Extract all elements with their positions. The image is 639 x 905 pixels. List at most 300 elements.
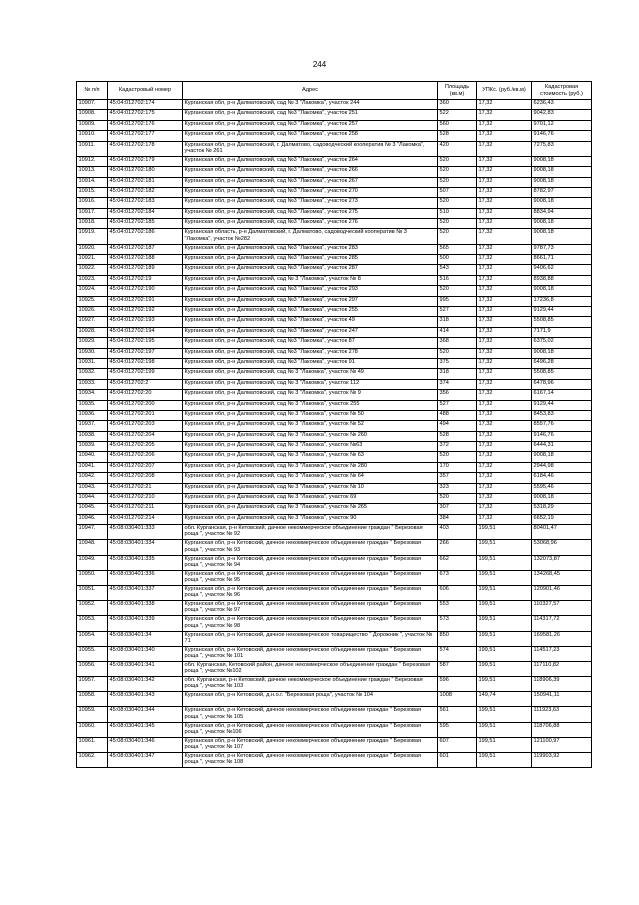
area-cell: 510 xyxy=(438,208,477,218)
area-cell: 520 xyxy=(438,219,477,229)
rate-cell: 17,32 xyxy=(477,100,532,110)
row-number-cell: 10942. xyxy=(77,473,108,483)
cadastral-cost-cell: 6184,46 xyxy=(532,473,592,483)
row-number-cell: 10923. xyxy=(77,275,108,285)
table-row xyxy=(77,338,592,348)
cadastral-number-cell: 45:08:030401:346 xyxy=(108,737,183,752)
area-cell: 528 xyxy=(438,131,477,141)
cadastral-cost-cell: 5595,46 xyxy=(532,483,592,493)
row-number-cell: 10934. xyxy=(77,390,108,400)
cadastral-number-cell: 45:04:012702:207 xyxy=(108,462,183,472)
row-number-cell: 10921. xyxy=(77,255,108,265)
area-cell: 420 xyxy=(438,141,477,156)
table-row xyxy=(77,722,592,737)
cadastral-number-cell: 45:08:030401:343 xyxy=(108,692,183,707)
area-cell: 520 xyxy=(438,156,477,166)
cadastral-number-cell: 45:04:012702:211 xyxy=(108,504,183,514)
table-row xyxy=(77,296,592,306)
cadastral-number-cell: 45:04:012702:206 xyxy=(108,452,183,462)
address-cell: Курганская обл, р-н Далматовский, сад №3 "Лакомка", участок 257 xyxy=(183,120,438,130)
rate-cell: 17,32 xyxy=(477,167,532,177)
row-number-cell: 10929. xyxy=(77,338,108,348)
rate-cell: 17,32 xyxy=(477,177,532,187)
cadastral-cost-cell: 9008,18 xyxy=(532,229,592,244)
table-row xyxy=(77,431,592,441)
area-cell: 356 xyxy=(438,390,477,400)
address-cell: Курганская обл, р-н Кетовский, дачное некоммерческое объединение граждан " Березовая роща ", участок № 101 xyxy=(183,646,438,661)
row-number-cell: 10919. xyxy=(77,229,108,244)
table-row xyxy=(77,585,592,600)
cadastral-table xyxy=(76,81,592,768)
row-number-cell: 10959. xyxy=(77,707,108,722)
address-cell: Курганская обл, р-н Далматовский, сад № 3 "Лакомка", участок № 260 xyxy=(183,431,438,441)
rate-cell: 17,32 xyxy=(477,275,532,285)
table-row xyxy=(77,494,592,504)
area-cell: 560 xyxy=(438,120,477,130)
area-cell: 414 xyxy=(438,327,477,337)
table-row xyxy=(77,473,592,483)
area-cell: 520 xyxy=(438,452,477,462)
row-number-cell: 10956. xyxy=(77,661,108,676)
rate-cell: 17,32 xyxy=(477,265,532,275)
address-cell: Курганская обл, р-н Далматовский, сад № 3 "Лакомка", участок 90 xyxy=(183,514,438,524)
cadastral-number-cell: 45:04:012702:198 xyxy=(108,358,183,368)
address-cell: Курганская обл, р-н Кетовский, дачное некоммерческое товарищество " Дорожник ", участок № 71 xyxy=(183,631,438,646)
address-cell: Курганская обл, р-н Далматовский, сад №3 "Лакомка", участок 285 xyxy=(183,255,438,265)
cadastral-number-cell: 45:04:012702:194 xyxy=(108,327,183,337)
table-row xyxy=(77,390,592,400)
area-cell: 520 xyxy=(438,198,477,208)
area-cell: 323 xyxy=(438,483,477,493)
address-cell: Курганская обл, р-н Кетовский, дачное некоммерческое объединение граждан " Березовая роща ", участок № 98 xyxy=(183,616,438,631)
address-cell: Курганская обл, р-н Далматовский, сад №3 "Лакомка", участок 267 xyxy=(183,177,438,187)
rate-cell: 17,32 xyxy=(477,452,532,462)
row-number-cell: 10949. xyxy=(77,555,108,570)
cadastral-cost-cell: 9146,76 xyxy=(532,131,592,141)
cadastral-cost-cell: 7171,9 xyxy=(532,327,592,337)
area-cell: 527 xyxy=(438,307,477,317)
table-row xyxy=(77,737,592,752)
address-cell: Курганская обл, р-н Далматовский, сад №3 "Лакомка", участок 91 xyxy=(183,358,438,368)
cadastral-cost-cell: 17236,8 xyxy=(532,296,592,306)
area-cell: 318 xyxy=(438,317,477,327)
cadastral-cost-cell: 9008,18 xyxy=(532,286,592,296)
area-cell: 520 xyxy=(438,167,477,177)
cadastral-cost-cell: 9008,18 xyxy=(532,494,592,504)
cadastral-number-cell: 45:04:012702:187 xyxy=(108,244,183,254)
area-cell: 565 xyxy=(438,244,477,254)
row-number-cell: 10939. xyxy=(77,442,108,452)
address-cell: Курганская обл, р-н Далматовский, сад № 3 "Лакомка", участок № 9 xyxy=(183,390,438,400)
row-number-cell: 10960. xyxy=(77,722,108,737)
address-cell: Курганская обл, р-н Кетовский, дачное некоммерческое объединение граждан " Березовая роща ", участок № 105 xyxy=(183,707,438,722)
rate-cell: 17,32 xyxy=(477,358,532,368)
table-row xyxy=(77,514,592,524)
area-cell: 375 xyxy=(438,358,477,368)
table-row xyxy=(77,540,592,555)
area-cell: 520 xyxy=(438,494,477,504)
address-cell: Курганская обл, р-н Далматовский, сад № 3 "Лакомка", участок № 50 xyxy=(183,410,438,420)
address-cell: Курганская обл, р-н Кетовский, дачное некоммерческое объединение граждан " Березовая роща ", участок № 93 xyxy=(183,540,438,555)
cadastral-cost-cell: 169581,26 xyxy=(532,631,592,646)
cadastral-cost-cell: 111923,63 xyxy=(532,707,592,722)
column-header-number: № п/п xyxy=(77,82,108,100)
row-number-cell: 10940. xyxy=(77,452,108,462)
cadastral-cost-cell: 9129,44 xyxy=(532,400,592,410)
row-number-cell: 10915. xyxy=(77,187,108,197)
address-cell: Курганская обл, р-н Кетовский, дачное некоммерческое объединение граждан " Березовая роща ", участок № 95 xyxy=(183,570,438,585)
cadastral-number-cell: 45:04:012702:205 xyxy=(108,442,183,452)
cadastral-number-cell: 45:04:012702:182 xyxy=(108,187,183,197)
cadastral-number-cell: 45:08:030401:333 xyxy=(108,525,183,540)
cadastral-number-cell: 45:04:012702:178 xyxy=(108,141,183,156)
cadastral-number-cell: 45:04:012702:183 xyxy=(108,198,183,208)
table-row xyxy=(77,452,592,462)
rate-cell: 17,32 xyxy=(477,327,532,337)
area-cell: 170 xyxy=(438,462,477,472)
address-cell: Курганская обл, р-н Далматовский, сад №3 "Лакомка", участок 287 xyxy=(183,265,438,275)
row-number-cell: 10922. xyxy=(77,265,108,275)
address-cell: Курганская обл, р-н Далматовский, сад № 3 "Лакомка", участок №63 xyxy=(183,442,438,452)
cadastral-cost-cell: 9008,18 xyxy=(532,167,592,177)
area-cell: 995 xyxy=(438,296,477,306)
cadastral-cost-cell: 7275,83 xyxy=(532,141,592,156)
address-cell: Курганская обл, р-н Далматовский, сад № 3 "Лакомка", участок № 64 xyxy=(183,473,438,483)
table-row xyxy=(77,219,592,229)
rate-cell: 17,32 xyxy=(477,156,532,166)
cadastral-number-cell: 45:04:012702:197 xyxy=(108,348,183,358)
table-row xyxy=(77,167,592,177)
row-number-cell: 10955. xyxy=(77,646,108,661)
cadastral-number-cell: 45:08:030401:347 xyxy=(108,753,183,768)
address-cell: Курганская обл, р-н Кетовский, дачное некоммерческое объединение граждан " Березовая роща ", участок № 97 xyxy=(183,601,438,616)
cadastral-number-cell: 45:04:012702:214 xyxy=(108,514,183,524)
table-row xyxy=(77,327,592,337)
table-row xyxy=(77,244,592,254)
address-cell: Курганская обл, р-н Далматовский, сад №3 "Лакомка", участок 251 xyxy=(183,110,438,120)
rate-cell: 17,32 xyxy=(477,307,532,317)
rate-cell: 17,32 xyxy=(477,379,532,389)
area-cell: 507 xyxy=(438,187,477,197)
row-number-cell: 10953. xyxy=(77,616,108,631)
area-cell: 318 xyxy=(438,369,477,379)
address-cell: Курганская обл, р-н Далматовский, сад №3 "Лакомка", участок 278 xyxy=(183,348,438,358)
area-cell: 543 xyxy=(438,265,477,275)
rate-cell: 17,32 xyxy=(477,473,532,483)
table-row xyxy=(77,707,592,722)
area-cell: 607 xyxy=(438,737,477,752)
address-cell: Курганская обл, р-н Кетовский, дачное некоммерческое объединение граждан " Березовая роща ", участок № 96 xyxy=(183,585,438,600)
cadastral-cost-cell: 6478,96 xyxy=(532,379,592,389)
cadastral-cost-cell: 9008,18 xyxy=(532,452,592,462)
cadastral-number-cell: 45:04:012702:176 xyxy=(108,120,183,130)
page-number: 244 xyxy=(312,60,327,69)
address-cell: Курганская обл, р-н Далматовский, сад № 3 "Лакомка", участок № 49 xyxy=(183,369,438,379)
row-number-cell: 10927. xyxy=(77,317,108,327)
cadastral-number-cell: 45:04:012702:189 xyxy=(108,265,183,275)
table-row xyxy=(77,208,592,218)
cadastral-number-cell: 45:08:030401:337 xyxy=(108,585,183,600)
cadastral-number-cell: 45:04:012702:210 xyxy=(108,494,183,504)
address-cell: Курганская обл, р-н Далматовский, сад №3 "Лакомка", участок 264 xyxy=(183,156,438,166)
row-number-cell: 10910. xyxy=(77,131,108,141)
rate-cell: 199,51 xyxy=(477,737,532,752)
rate-cell: 17,32 xyxy=(477,442,532,452)
row-number-cell: 10952. xyxy=(77,601,108,616)
rate-cell: 17,32 xyxy=(477,390,532,400)
address-cell: Курганская обл, р-н Далматовский, сад № 3 "Лакомка", участок 69 xyxy=(183,494,438,504)
address-cell: Курганская обл, р-н Далматовский, сад № 3 "Лакомка", участок № 63 xyxy=(183,452,438,462)
rate-cell: 17,32 xyxy=(477,141,532,156)
cadastral-number-cell: 45:04:012702:190 xyxy=(108,286,183,296)
cadastral-cost-cell: 5318,29 xyxy=(532,504,592,514)
table-body xyxy=(77,100,592,768)
rate-cell: 199,51 xyxy=(477,661,532,676)
area-cell: 587 xyxy=(438,661,477,676)
rate-cell: 17,32 xyxy=(477,219,532,229)
rate-cell: 199,51 xyxy=(477,525,532,540)
row-number-cell: 10925. xyxy=(77,296,108,306)
area-cell: 522 xyxy=(438,110,477,120)
cadastral-cost-cell: 80401,47 xyxy=(532,525,592,540)
area-cell: 662 xyxy=(438,555,477,570)
rate-cell: 17,32 xyxy=(477,421,532,431)
row-number-cell: 10943. xyxy=(77,483,108,493)
address-cell: Курганская обл, р-н Далматовский, сад № 3 "Лакомка", участок 112 xyxy=(183,379,438,389)
table-row xyxy=(77,120,592,130)
row-number-cell: 10928. xyxy=(77,327,108,337)
area-cell: 500 xyxy=(438,255,477,265)
rate-cell: 17,32 xyxy=(477,198,532,208)
address-cell: Курганская обл, р-н Далматовский, сад №3 "Лакомка", участок 247 xyxy=(183,327,438,337)
cadastral-number-cell: 45:08:030401:335 xyxy=(108,555,183,570)
area-cell: 384 xyxy=(438,514,477,524)
row-number-cell: 10932. xyxy=(77,369,108,379)
cadastral-cost-cell: 9701,12 xyxy=(532,120,592,130)
cadastral-number-cell: 45:04:012702:195 xyxy=(108,338,183,348)
address-cell: Курганская обл, р-н Далматовский, сад №3 "Лакомка", участок 270 xyxy=(183,187,438,197)
cadastral-number-cell: 45:08:030401:339 xyxy=(108,616,183,631)
cadastral-number-cell: 45:04:012702:193 xyxy=(108,317,183,327)
rate-cell: 199,51 xyxy=(477,555,532,570)
table-row xyxy=(77,661,592,676)
cadastral-number-cell: 45:04:012702:181 xyxy=(108,177,183,187)
cadastral-cost-cell: 8661,71 xyxy=(532,255,592,265)
table-row xyxy=(77,369,592,379)
table-row xyxy=(77,421,592,431)
row-number-cell: 10958. xyxy=(77,692,108,707)
cadastral-number-cell: 45:04:012702:177 xyxy=(108,131,183,141)
table-row xyxy=(77,442,592,452)
table-row xyxy=(77,677,592,692)
cadastral-cost-cell: 9008,18 xyxy=(532,177,592,187)
row-number-cell: 10926. xyxy=(77,307,108,317)
column-header-area: Площадь (кв.м) xyxy=(438,82,477,100)
cadastral-cost-cell: 53068,96 xyxy=(532,540,592,555)
cadastral-number-cell: 45:04:012702:21 xyxy=(108,483,183,493)
table-row xyxy=(77,570,592,585)
rate-cell: 17,32 xyxy=(477,514,532,524)
address-cell: Курганская обл, р-н Далматовский, сад №3 "Лакомка", участок 275 xyxy=(183,208,438,218)
table-row xyxy=(77,229,592,244)
cadastral-cost-cell: 121100,97 xyxy=(532,737,592,752)
address-cell: Курганская область, р-н Далматовский, г. Далматово, садоводческий кооператив № 3 "Лакомка", участок №282 xyxy=(183,229,438,244)
area-cell: 360 xyxy=(438,100,477,110)
cadastral-cost-cell: 8782,97 xyxy=(532,187,592,197)
column-header-rate: УПКс. (руб./кв.м) xyxy=(477,82,532,100)
area-cell: 494 xyxy=(438,421,477,431)
row-number-cell: 10935. xyxy=(77,400,108,410)
area-cell: 368 xyxy=(438,338,477,348)
area-cell: 561 xyxy=(438,707,477,722)
row-number-cell: 10938. xyxy=(77,431,108,441)
rate-cell: 17,32 xyxy=(477,131,532,141)
cadastral-cost-cell: 2944,98 xyxy=(532,462,592,472)
address-cell: обл. Курганская, Кетовский район, дачное некоммерческое объединение граждан " Березовая роща ", участок №102 xyxy=(183,661,438,676)
cadastral-number-cell: 45:08:030401:336 xyxy=(108,570,183,585)
cadastral-cost-cell: 118706,88 xyxy=(532,722,592,737)
table-row xyxy=(77,265,592,275)
address-cell: Курганская обл, р-н Кетовский, д.н.о.г. "Березовая роща", участок № 104 xyxy=(183,692,438,707)
cadastral-number-cell: 45:08:030401:341 xyxy=(108,661,183,676)
rate-cell: 17,32 xyxy=(477,462,532,472)
area-cell: 1008 xyxy=(438,692,477,707)
column-header-cost: Кадастровая стоимость (руб.) xyxy=(532,82,592,100)
rate-cell: 17,32 xyxy=(477,504,532,514)
cadastral-cost-cell: 9008,18 xyxy=(532,348,592,358)
row-number-cell: 10916. xyxy=(77,198,108,208)
column-header-cadastral-number: Кадастровый номер xyxy=(108,82,183,100)
row-number-cell: 10930. xyxy=(77,348,108,358)
column-header-address: Адрес xyxy=(183,82,438,100)
table-row xyxy=(77,616,592,631)
rate-cell: 17,32 xyxy=(477,369,532,379)
row-number-cell: 10962. xyxy=(77,753,108,768)
rate-cell: 17,32 xyxy=(477,110,532,120)
cadastral-cost-cell: 9406,62 xyxy=(532,265,592,275)
cadastral-cost-cell: 6236,43 xyxy=(532,100,592,110)
address-cell: Курганская обл, р-н Кетовский, дачное некоммерческое объединение граждан " Березовая роща ", участок № 108 xyxy=(183,753,438,768)
area-cell: 516 xyxy=(438,275,477,285)
row-number-cell: 10918. xyxy=(77,219,108,229)
area-cell: 357 xyxy=(438,473,477,483)
area-cell: 601 xyxy=(438,753,477,768)
cadastral-number-cell: 45:04:012702:20 xyxy=(108,390,183,400)
cadastral-cost-cell: 6496,28 xyxy=(532,358,592,368)
table-row xyxy=(77,317,592,327)
table-row xyxy=(77,483,592,493)
cadastral-cost-cell: 9008,18 xyxy=(532,156,592,166)
table-row xyxy=(77,198,592,208)
cadastral-number-cell: 45:04:012702:2 xyxy=(108,379,183,389)
cadastral-cost-cell: 134268,45 xyxy=(532,570,592,585)
table-row xyxy=(77,379,592,389)
rate-cell: 17,32 xyxy=(477,400,532,410)
row-number-cell: 10917. xyxy=(77,208,108,218)
address-cell: Курганская обл, р-н Далматовский, сад № 3 "Лакомка", участок № 10 xyxy=(183,483,438,493)
area-cell: 606 xyxy=(438,585,477,600)
address-cell: Курганская обл, р-н Далматовский, сад № 3 "Лакомка", участок 244 xyxy=(183,100,438,110)
cadastral-number-cell: 45:08:030401:334 xyxy=(108,540,183,555)
cadastral-cost-cell: 6444,31 xyxy=(532,442,592,452)
table-row xyxy=(77,504,592,514)
table-row xyxy=(77,601,592,616)
cadastral-cost-cell: 119903,92 xyxy=(532,753,592,768)
area-cell: 266 xyxy=(438,540,477,555)
row-number-cell: 10913. xyxy=(77,167,108,177)
cadastral-cost-cell: 8938,88 xyxy=(532,275,592,285)
cadastral-number-cell: 45:08:030401:338 xyxy=(108,601,183,616)
rate-cell: 17,32 xyxy=(477,348,532,358)
cadastral-number-cell: 45:04:012702:174 xyxy=(108,100,183,110)
table-row xyxy=(77,555,592,570)
cadastral-number-cell: 45:08:030401:344 xyxy=(108,707,183,722)
row-number-cell: 10947. xyxy=(77,525,108,540)
area-cell: 850 xyxy=(438,631,477,646)
row-number-cell: 10931. xyxy=(77,358,108,368)
table-row xyxy=(77,400,592,410)
area-cell: 374 xyxy=(438,379,477,389)
rate-cell: 17,32 xyxy=(477,431,532,441)
cadastral-cost-cell: 8834,94 xyxy=(532,208,592,218)
cadastral-cost-cell: 118906,39 xyxy=(532,677,592,692)
table-row xyxy=(77,646,592,661)
cadastral-number-cell: 45:08:030401:340 xyxy=(108,646,183,661)
cadastral-cost-cell: 9787,73 xyxy=(532,244,592,254)
cadastral-cost-cell: 9146,76 xyxy=(532,431,592,441)
rate-cell: 17,32 xyxy=(477,338,532,348)
rate-cell: 17,32 xyxy=(477,229,532,244)
table-row xyxy=(77,307,592,317)
cadastral-cost-cell: 9129,44 xyxy=(532,307,592,317)
address-cell: Курганская обл, р-н Далматовский, сад №3 "Лакомка", участок 283 xyxy=(183,244,438,254)
cadastral-number-cell: 45:04:012702:184 xyxy=(108,208,183,218)
address-cell: Курганская обл, р-н Далматовский, сад № 3 "Лакомка", участок № 8 xyxy=(183,275,438,285)
row-number-cell: 10908. xyxy=(77,110,108,120)
address-cell: Курганская обл, р-н Далматовский, сад №3 "Лакомка", участок 87 xyxy=(183,338,438,348)
cadastral-number-cell: 45:04:012702:201 xyxy=(108,410,183,420)
cadastral-number-cell: 45:04:012702:200 xyxy=(108,400,183,410)
table-row xyxy=(77,187,592,197)
cadastral-cost-cell: 117110,82 xyxy=(532,661,592,676)
cadastral-cost-cell: 120901,46 xyxy=(532,585,592,600)
row-number-cell: 10941. xyxy=(77,462,108,472)
rate-cell: 199,51 xyxy=(477,722,532,737)
table-row xyxy=(77,410,592,420)
cadastral-number-cell: 45:04:012702:19 xyxy=(108,275,183,285)
table-row xyxy=(77,131,592,141)
cadastral-cost-cell: 110327,57 xyxy=(532,601,592,616)
cadastral-cost-cell: 6652,19 xyxy=(532,514,592,524)
table-row xyxy=(77,110,592,120)
rate-cell: 199,51 xyxy=(477,707,532,722)
cadastral-cost-cell: 132073,87 xyxy=(532,555,592,570)
address-cell: Курганская обл, р-н Кетовский, дачное некоммерческое объединение граждан " Березовая роща ", участок № 94 xyxy=(183,555,438,570)
rate-cell: 199,51 xyxy=(477,570,532,585)
row-number-cell: 10920. xyxy=(77,244,108,254)
address-cell: Курганская обл, р-н Кетовский, дачное некоммерческое объединение граждан " Березовая роща ", участок №106 xyxy=(183,722,438,737)
area-cell: 403 xyxy=(438,525,477,540)
table-row xyxy=(77,631,592,646)
address-cell: Курганская обл, р-н Далматовский, сад №3 "Лакомка", участок 293 xyxy=(183,286,438,296)
cadastral-cost-cell: 5508,85 xyxy=(532,317,592,327)
row-number-cell: 10907. xyxy=(77,100,108,110)
row-number-cell: 10936. xyxy=(77,410,108,420)
area-cell: 673 xyxy=(438,570,477,585)
cadastral-number-cell: 45:04:012702:191 xyxy=(108,296,183,306)
area-cell: 596 xyxy=(438,677,477,692)
area-cell: 520 xyxy=(438,348,477,358)
